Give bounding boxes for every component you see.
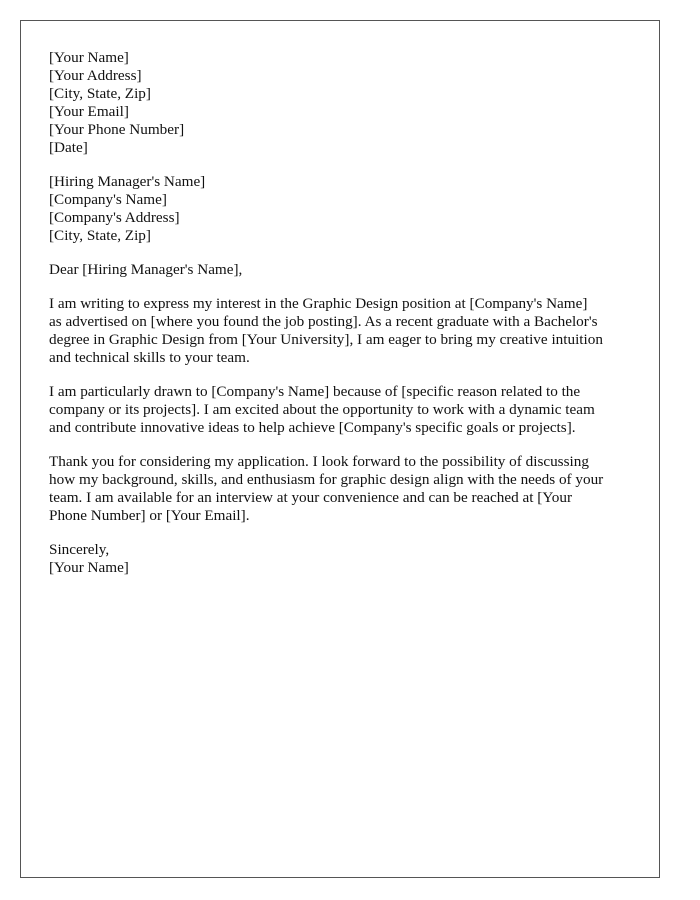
paragraph-line: team. I am available for an interview at your convenience and can be reached at [Your: [49, 489, 573, 506]
paragraph-line: and contribute innovative ideas to help achieve [Company's specific goals or projects].: [49, 419, 576, 436]
paragraph-line: how my background, skills, and enthusiasm for graphic design align with the needs of your: [49, 471, 604, 488]
paragraph-line: Phone Number] or [Your Email].: [49, 507, 250, 524]
body-paragraph-1: [49, 295, 649, 367]
paragraph-line: and technical skills to your team.: [49, 349, 250, 366]
letter-date: [Date]: [49, 139, 88, 156]
sender-block: [49, 49, 649, 157]
paragraph-line: I am particularly drawn to [Company's Name] because of [specific reason related to the: [49, 383, 581, 400]
recipient-block: [49, 173, 649, 245]
recipient-company-name: [Company's Name]: [49, 191, 167, 208]
sender-phone: [Your Phone Number]: [49, 121, 185, 138]
salutation-text: Dear [Hiring Manager's Name],: [49, 261, 243, 278]
sender-name: [Your Name]: [49, 49, 129, 66]
sender-email: [Your Email]: [49, 103, 129, 120]
body-paragraph-3: [49, 453, 649, 525]
paragraph-line: as advertised on [where you found the job posting]. As a recent graduate with a Bachelor's: [49, 313, 598, 330]
letter-page: [20, 20, 660, 878]
sender-city-state-zip: [City, State, Zip]: [49, 85, 151, 102]
letter-content: [49, 49, 649, 593]
paragraph-line: degree in Graphic Design from [Your University], I am eager to bring my creative intuition: [49, 331, 603, 348]
body-paragraph-2: [49, 383, 649, 437]
salutation: [49, 261, 649, 279]
recipient-city-state-zip: [City, State, Zip]: [49, 227, 151, 244]
signature-name: [Your Name]: [49, 559, 129, 576]
paragraph-line: company or its projects]. I am excited about the opportunity to work with a dynamic team: [49, 401, 595, 418]
sender-address: [Your Address]: [49, 67, 142, 84]
closing-block: [49, 541, 649, 577]
valediction: Sincerely,: [49, 541, 110, 558]
recipient-company-address: [Company's Address]: [49, 209, 180, 226]
paragraph-line: Thank you for considering my application. I look forward to the possibility of discussing: [49, 453, 589, 470]
paragraph-line: I am writing to express my interest in the Graphic Design position at [Company's Name]: [49, 295, 588, 312]
recipient-manager-name: [Hiring Manager's Name]: [49, 173, 206, 190]
